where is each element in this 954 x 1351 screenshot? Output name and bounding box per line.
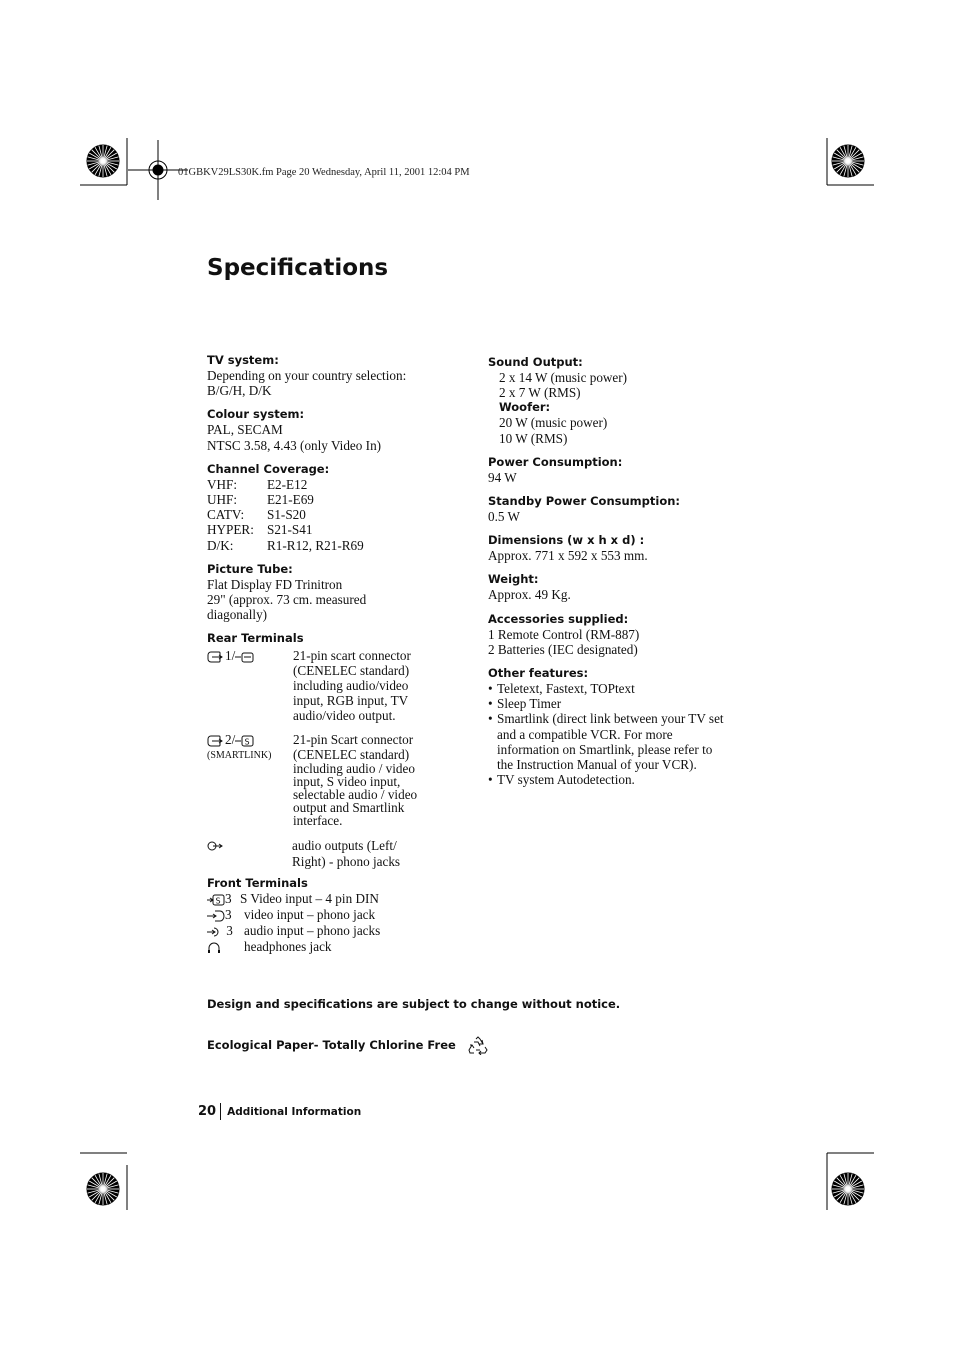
spec-line: Flat Display FD Trinitron: [207, 576, 343, 592]
scart-svideo-icon: [207, 734, 225, 748]
right-column: [488, 355, 758, 787]
change-notice: Design and specifications are subject to change without notice.: [207, 997, 621, 1011]
channel-range: S1-S20: [267, 507, 306, 523]
sound-output-section: [488, 355, 758, 446]
front-terminal-item: [207, 891, 457, 907]
bullet: •: [488, 681, 493, 697]
section-heading: Picture Tube:: [207, 561, 293, 576]
file-info-header: 01GBKV29LS30K.fm Page 20 Wednesday, April 11, 2001 12:04 PM: [178, 167, 470, 178]
video-in-icon: [207, 910, 225, 922]
channel-band: UHF:: [207, 492, 238, 508]
page-title: Specifications: [207, 255, 389, 281]
feature-text: information on Smartlink, please refer to: [497, 741, 713, 757]
smartlink-label: (SMARTLINK): [207, 750, 272, 762]
spec-line: diagonally): [207, 607, 268, 623]
section-heading: Channel Coverage:: [207, 461, 330, 476]
section-heading: Weight:: [488, 572, 539, 587]
spec-line: 20 W (music power): [499, 415, 608, 431]
section-heading: Standby Power Consumption:: [488, 494, 681, 509]
section-heading: TV system:: [207, 353, 279, 367]
terminal-number: 2/: [225, 732, 236, 748]
front-terminal-item: [207, 923, 457, 939]
terminal-description-line: 21-pin scart connector: [293, 648, 411, 664]
bullet: •: [488, 696, 493, 712]
svg-text:S: S: [244, 737, 250, 747]
terminal-description-line: selectable audio / video: [293, 787, 418, 803]
svideo-out-icon: [235, 734, 255, 748]
eco-paper-note: [207, 1036, 488, 1055]
terminal-number: 3: [225, 891, 232, 907]
spec-line: 0.5 W: [488, 509, 520, 525]
feature-list-item: [488, 681, 758, 696]
spec-line: 10 W (RMS): [499, 430, 568, 446]
terminal-description-line: including audio/video: [293, 678, 409, 694]
section-heading: Sound Output:: [488, 355, 583, 369]
terminal-number: 3: [225, 907, 232, 923]
channel-band: D/K:: [207, 537, 234, 553]
spec-line: 2 Batteries (IEC designated): [488, 641, 638, 657]
scart-out-icon: [235, 650, 255, 664]
page-footer: [198, 1103, 361, 1120]
feature-text: the Instruction Manual of your VCR).: [497, 757, 697, 773]
section-heading: Front Terminals: [207, 876, 308, 891]
section-heading: Other features:: [488, 666, 589, 681]
front-terminal-item: [207, 907, 457, 923]
rear-terminal-item: [207, 732, 457, 827]
woofer-heading: Woofer:: [499, 400, 551, 415]
terminal-description-line: Right) - phono jacks: [292, 854, 401, 870]
feature-text: and a compatible VCR. For more: [497, 726, 673, 742]
section-heading: Dimensions (w x h x d) :: [488, 533, 645, 548]
channel-band: HYPER:: [207, 522, 254, 538]
footer-section-title: Additional Information: [227, 1105, 362, 1118]
rear-terminal-item: [207, 838, 457, 870]
spec-line: B/G/H, D/K: [207, 383, 272, 399]
page-number: 20: [198, 1103, 221, 1120]
terminal-number: 1/: [225, 648, 236, 664]
section-heading: Colour system:: [207, 407, 305, 422]
power-consumption-section: [488, 455, 758, 485]
channel-band: VHF:: [207, 476, 238, 492]
front-terminals-section: [207, 876, 457, 955]
channel-range: E21-E69: [267, 492, 314, 508]
spec-line: 29" (approx. 73 cm. measured: [207, 592, 367, 608]
spec-line: NTSC 3.58, 4.43 (only Video In): [207, 437, 382, 453]
front-terminal-text: headphones jack: [244, 939, 332, 955]
terminal-description-line: (CENELEC standard): [293, 747, 410, 763]
terminal-description-line: including audio / video: [293, 761, 415, 777]
spec-line: 2 x 14 W (music power): [499, 370, 628, 385]
channel-range: R1-R12, R21-R69: [267, 537, 364, 553]
channel-band: CATV:: [207, 507, 245, 523]
recycle-icon: [468, 1036, 488, 1055]
spec-line: Approx. 49 Kg.: [488, 587, 571, 603]
channel-row: [207, 522, 457, 537]
headphones-icon: [207, 942, 221, 954]
rear-terminal-item: [207, 648, 457, 723]
spec-line: PAL, SECAM: [207, 422, 283, 438]
terminal-description-line: (CENELEC standard): [293, 663, 410, 679]
terminal-description-line: 21-pin Scart connector: [293, 732, 414, 748]
terminal-description-line: audio outputs (Left/: [292, 838, 397, 854]
spec-line: 1 Remote Control (RM-887): [488, 626, 640, 642]
terminal-description-line: input, S video input,: [293, 774, 401, 790]
channel-range: E2-E12: [267, 476, 308, 492]
section-heading: Rear Terminals: [207, 631, 304, 646]
terminal-description-line: audio/video output.: [293, 708, 396, 724]
front-terminal-text: video input – phono jack: [244, 907, 376, 923]
feature-text: Teletext, Fastext, TOPtext: [497, 681, 635, 697]
scart-in-out-icon: [207, 650, 225, 664]
channel-row: [207, 477, 457, 492]
accessories-section: [488, 612, 758, 657]
svideo-in-icon: [207, 894, 225, 906]
picture-tube-section: [207, 562, 457, 623]
rear-terminals-section: [207, 631, 457, 870]
bullet: •: [488, 772, 493, 788]
feature-list-item: [488, 711, 758, 772]
feature-text: TV system Autodetection.: [497, 772, 635, 788]
audio-out-icon: [207, 840, 225, 854]
dimensions-section: [488, 533, 758, 563]
tv-system-section: [207, 353, 457, 398]
channel-row: [207, 507, 457, 522]
svg-text:S: S: [215, 896, 221, 906]
channel-row: [207, 538, 457, 553]
feature-list-item: [488, 696, 758, 711]
feature-text: Sleep Timer: [497, 696, 562, 712]
terminal-description-line: input, RGB input, TV: [293, 693, 409, 709]
channel-coverage-section: [207, 462, 457, 553]
feature-text: Smartlink (direct link between your TV set: [497, 711, 724, 727]
standby-power-section: [488, 494, 758, 524]
channel-range: S21-S41: [267, 522, 313, 538]
front-terminal-text: audio input – phono jacks: [244, 923, 381, 939]
spec-line: 2 x 7 W (RMS): [499, 385, 581, 401]
front-terminal-item: [207, 939, 457, 955]
front-terminal-text: S Video input – 4 pin DIN: [240, 891, 379, 907]
bullet: •: [488, 711, 493, 727]
spec-line: 94 W: [488, 469, 517, 485]
terminal-number: 3: [226, 923, 233, 939]
channel-row: [207, 492, 457, 507]
terminal-description-line: output and Smartlink: [293, 800, 405, 816]
section-heading: Accessories supplied:: [488, 611, 629, 626]
colour-system-section: [207, 407, 457, 452]
spec-line: Depending on your country selection:: [207, 368, 407, 383]
eco-text: Ecological Paper- Totally Chlorine Free: [207, 1038, 456, 1052]
weight-section: [488, 572, 758, 602]
other-features-section: [488, 666, 758, 787]
audio-in-icon: [207, 926, 223, 938]
left-column: [207, 353, 457, 955]
feature-list-item: [488, 772, 758, 787]
section-heading: Power Consumption:: [488, 454, 623, 469]
spec-line: Approx. 771 x 592 x 553 mm.: [488, 548, 648, 564]
terminal-description-line: interface.: [293, 813, 343, 829]
